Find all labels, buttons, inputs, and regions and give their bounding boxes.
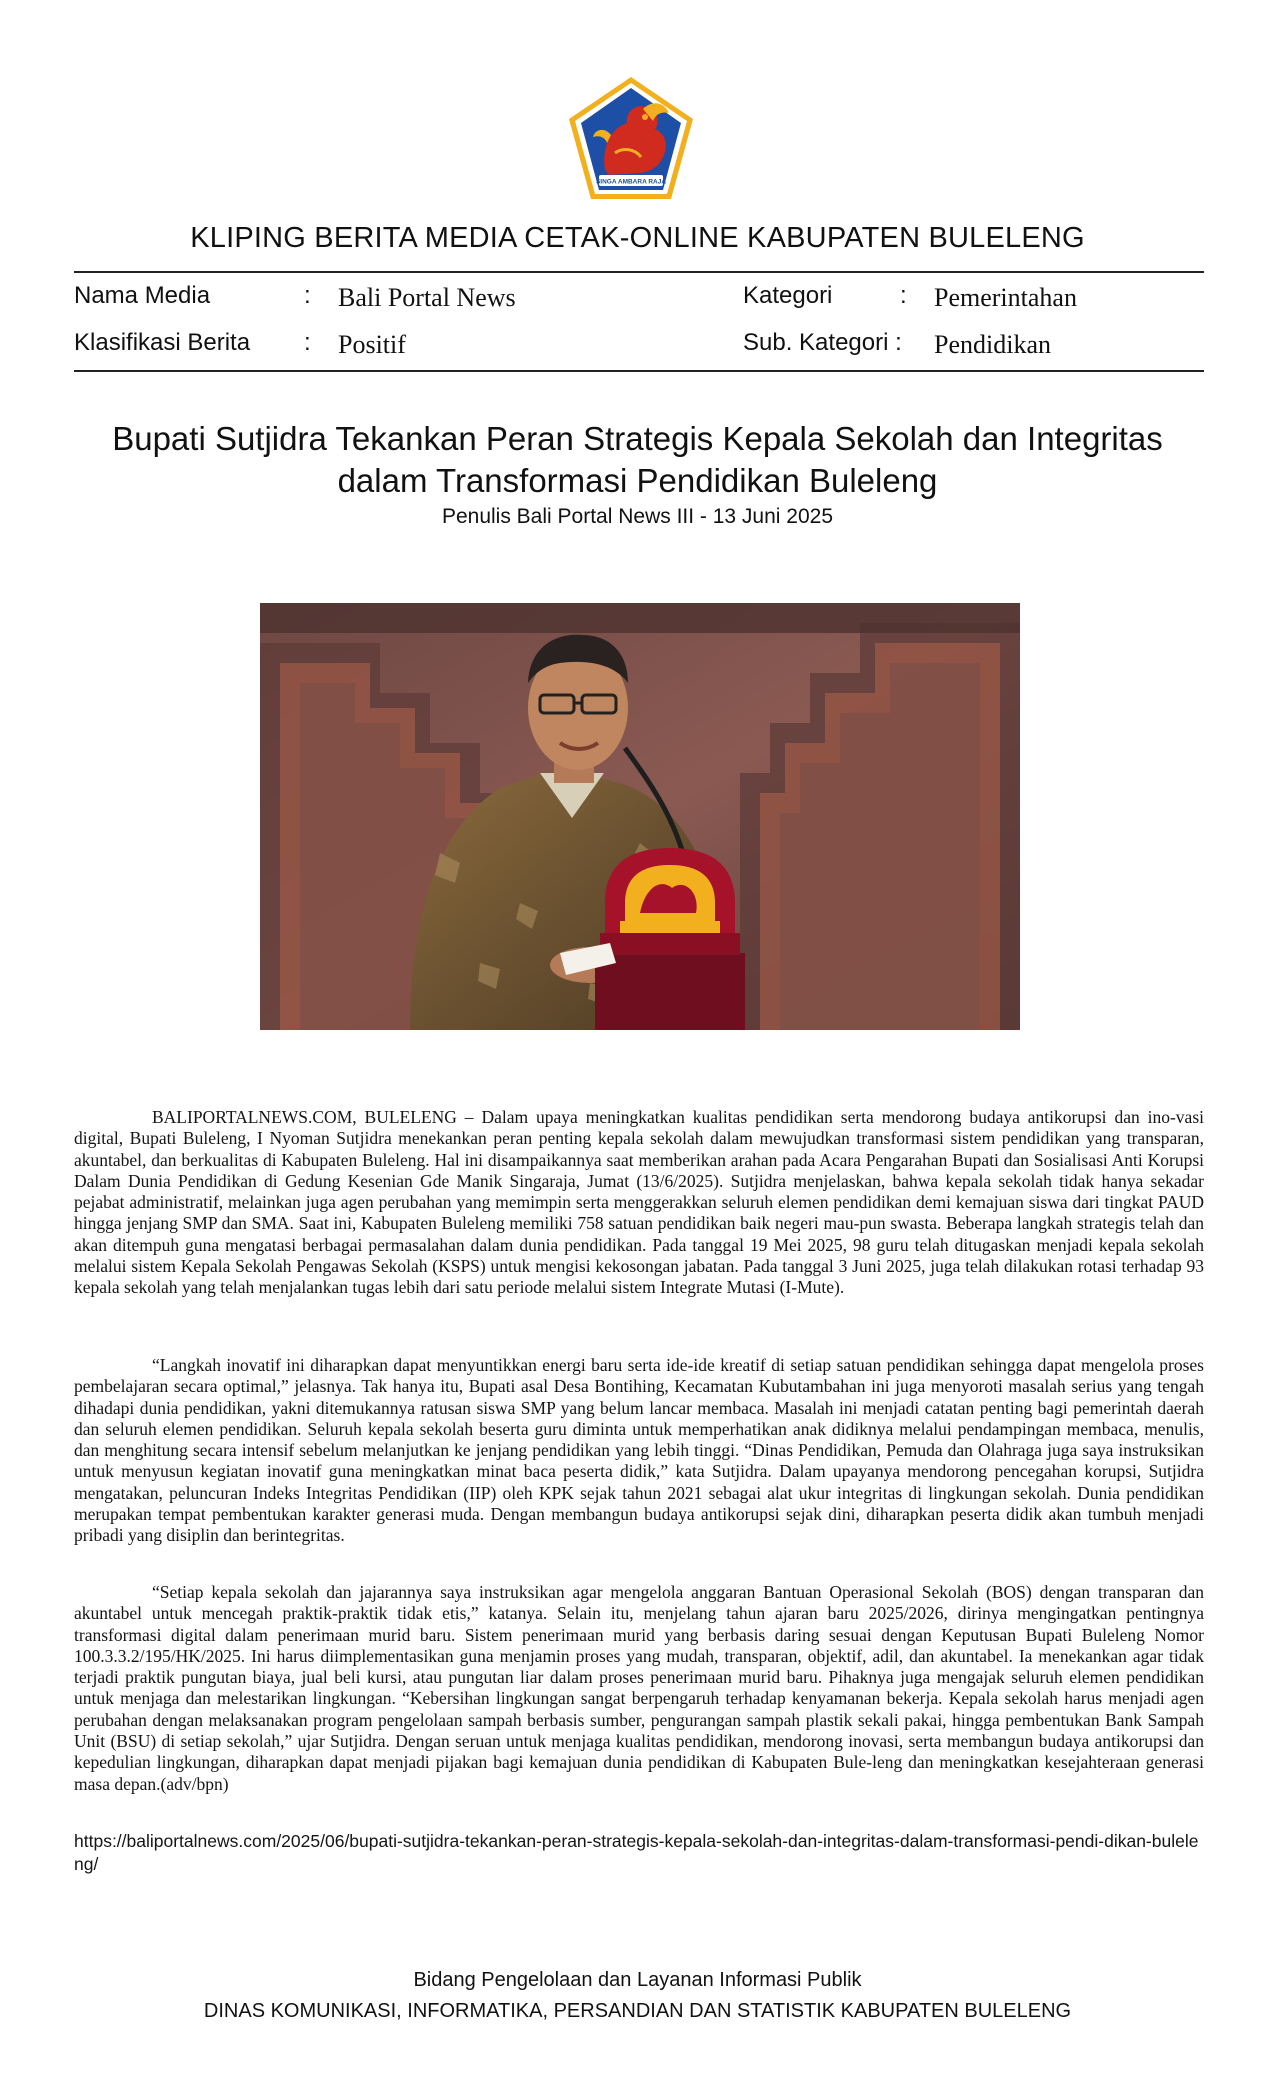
article-paragraph-1-text: BALIPORTALNEWS.COM, BULELENG – Dalam upaya meningkatkan kualitas pendidikan serta mendorong budaya antikorupsi dan ino-vasi digital, Bupati Buleleng, I Nyoman Sutjidra menekankan peran penting kepala sekolah dalam mewujudkan transformasi sistem pendidikan yang transparan, akuntabel, dan berkualitas di Kabupaten Buleleng. Hal ini disampaikannya saat memberikan arahan pada Acara Pengarahan Bupati dan Sosialisasi Anti Korupsi Dalam Dunia Pendidikan di Gedung Kesenian Gde Manik Singaraja, Jumat (13/6/2025). Sutjidra menjelaskan, bahwa kepala sekolah tidak hanya sekadar pejabat administratif, melainkan juga agen perubahan yang memimpin serta menggerakkan seluruh elemen pendidikan demi kemajuan siswa dari tingkat PAUD hingga jenjang SMP dan SMA. Saat ini, Kabupaten Buleleng memiliki 758 satuan pendidikan baik negeri mau-pun swasta. Beberapa langkah strategis telah dan akan ditempuh guna mengatasi berbagai permasalahan dalam dunia pendidikan. Pada tanggal 19 Mei 2025, 98 guru telah ditugaskan menjadi kepala sekolah melalui sistem Kepala Sekolah Pengawas Sekolah (KSPS) untuk mengisi kekosongan jabatan. Pada tanggal 3 Juni 2025, juga telah dilakukan rotasi terhadap 93 kepala sekolah yang telah menjalankan tugas lebih dari satu periode melalui sistem Integrate Mutasi (I-Mute). [74, 1107, 1204, 1298]
header-bottom-rule [74, 370, 1204, 372]
klasifikasi-label: Klasifikasi Berita [74, 329, 251, 356]
kategori-colon: : [900, 282, 907, 309]
lion-seal-logo-icon [565, 75, 697, 202]
source-url-link[interactable]: https://baliportalnews.com/2025/06/bupati-sutjidra-tekankan-peran-strategis-kepala-sekolah-dan-integritas-dalam-transformasi-pendi-dikan-buleleng/ [74, 1831, 1199, 1874]
speaker-at-podium-photo [260, 603, 1020, 1030]
article-title-line-1: Bupati Sutjidra Tekankan Peran Strategis Kepala Sekolah dan Integritas [112, 420, 1163, 457]
article-paragraph-2-text: “Langkah inovatif ini diharapkan dapat menyuntikkan energi baru serta ide-ide kreatif di setiap satuan pendidikan sehingga dapat mengelola proses pembelajaran secara optimal,” jelasnya. Tak hanya itu, Bupati asal Desa Bontihing, Kecamatan Kubutambahan ini juga menyoroti masalah serius yang tengah dihadapi dunia pendidikan, yakni ditemukannya ratusan siswa SMP yang belum lancar membaca. Masalah ini menjadi catatan penting bagi pemerintah daerah dan seluruh elemen pendidikan. Seluruh kepala sekolah beserta guru diminta untuk memperhatikan anak didiknya melalui pendampingan membaca, menulis, dan menghitung secara intensif sebelum melanjutkan ke jenjang pendidikan yang lebih tinggi. “Dinas Pendidikan, Pemuda dan Olahraga juga saya instruksikan untuk menyusun kegiatan inovatif guna meningkatkan minat baca peserta didik,” kata Sutjidra. Dalam upayanya mendorong pencegahan korupsi, Sutjidra mengatakan, peluncuran Indeks Integritas Pendidikan (IIP) oleh KPK sejak tahun 2021 sebagai alat ukur integritas di lingkungan sekolah. Dunia pendidikan merupakan tempat pembentukan karakter generasi muda. Dengan membangun budaya antikorupsi sejak dini, diharapkan peserta didik akan tumbuh menjadi pribadi yang disiplin dan berintegritas. [74, 1355, 1204, 1546]
kategori-value: Pemerintahan [934, 283, 1077, 312]
article-byline: Penulis Bali Portal News III - 13 Juni 2025 [441, 505, 834, 528]
kategori-label: Kategori [743, 282, 833, 309]
article-title-line-2: dalam Transformasi Pendidikan Buleleng [337, 462, 938, 499]
article-paragraph-3 [74, 1582, 1204, 1795]
footer-department: Bidang Pengelolaan dan Layanan Informasi Publik [413, 1969, 862, 1991]
subkategori-value: Pendidikan [934, 330, 1051, 359]
header-top-rule [74, 271, 1204, 273]
klasifikasi-value: Positif [338, 330, 406, 359]
clipping-header-title: KLIPING BERITA MEDIA CETAK-ONLINE KABUPATEN BULELENG [190, 222, 1085, 254]
article-paragraph-2 [74, 1355, 1204, 1547]
media-value: Bali Portal News [338, 283, 516, 312]
article-title [60, 418, 1215, 502]
media-label: Nama Media [74, 282, 211, 309]
logo-motto: SINGA AMBARA RAJA [595, 178, 667, 186]
footer-agency: DINAS KOMUNIKASI, INFORMATIKA, PERSANDIAN DAN STATISTIK KABUPATEN BULELENG [203, 2000, 1072, 2022]
article-paragraph-3-text: “Setiap kepala sekolah dan jajarannya saya instruksikan agar mengelola anggaran Bantuan Operasional Sekolah (BOS) dengan transparan dan akuntabel untuk mencegah praktik-praktik tidak etis,” katanya. Selain itu, menjelang tahun ajaran baru 2025/2026, dirinya mengingatkan pentingnya transformasi digital dalam penerimaan murid baru. Sistem penerimaan murid yang berbasis daring sesuai dengan Keputusan Bupati Buleleng Nomor 100.3.3.2/195/HK/2025. Ini harus diimplementasikan guna menjamin proses yang mudah, transparan, objektif, adil, dan akuntabel. Ia menekankan agar tidak terjadi praktik pungutan biaya, jual beli kursi, atau pungutan liar dalam proses penerimaan murid baru. Pihaknya juga mengajak seluruh elemen pendidikan untuk menjaga dan melestarikan lingkungan. “Kebersihan lingkungan sangat berpengaruh terhadap kenyamanan bekerja. Kepala sekolah harus menjadi agen perubahan dengan melaksanakan program pengelolaan sampah berbasis sumber, pengurangan sampah plastik sekali pakai, hingga pembentukan Bank Sampah Unit (BSU) di setiap sekolah,” ujar Sutjidra. Dengan seruan untuk menjaga kualitas pendidikan, mendorong inovasi, serta membangun budaya antikorupsi dan kepedulian lingkungan, diharapkan dapat menjadi pijakan bagi kemajuan dunia pendidikan di Kabupaten Bule-leng dan meningkatkan kesejahteraan generasi masa depan.(adv/bpn) [74, 1582, 1204, 1794]
subkategori-label: Sub. Kategori : [743, 329, 902, 356]
klasifikasi-colon: : [304, 329, 311, 356]
article-paragraph-1 [74, 1107, 1204, 1299]
media-colon: : [304, 282, 311, 309]
